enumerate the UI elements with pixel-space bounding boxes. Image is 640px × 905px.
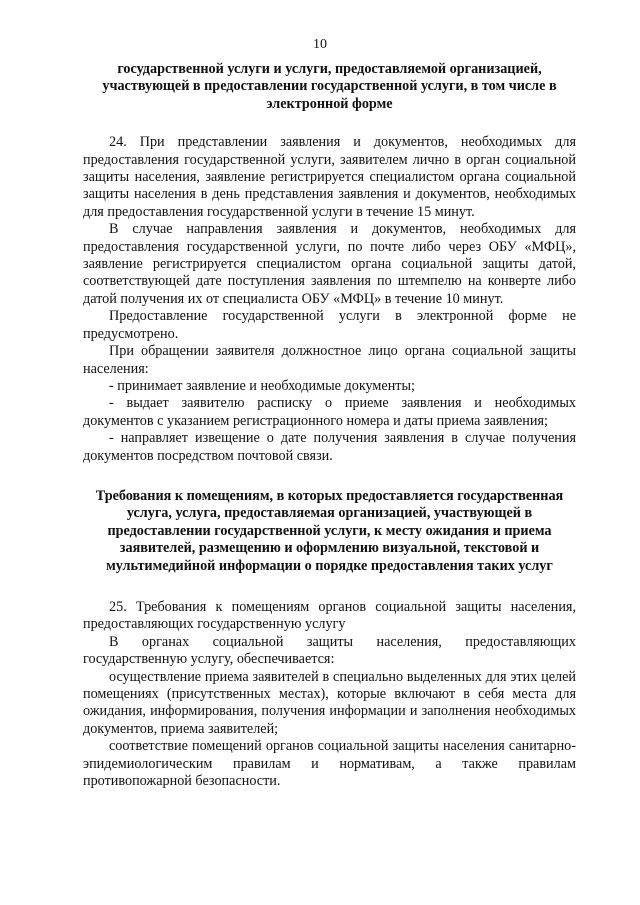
section-heading-1: государственной услуги и услуги, предоставляемой организацией, участвующей в предоставлении государственной услуги, в том числе в электронной форме xyxy=(102,61,557,112)
paragraph-official-duties: При обращении заявителя должностное лицо органа социальной защиты населения: xyxy=(83,343,576,377)
list-item-accepts: - принимает заявление и необходимые документы; xyxy=(109,377,415,394)
paragraph-24: 24. При представлении заявления и документов, необходимых для предоставления государственной услуги, заявителем лично в орган социальной защиты населения, заявление регистрируется специалистом органа социальной защиты населения в день представления заявления и документов, необходимых для предоставления государственной услуги в течение 15 минут. xyxy=(83,134,576,220)
paragraph-provided: В органах социальной защиты населения, предоставляющих государственную услугу, обеспечивается: xyxy=(83,633,576,668)
paragraph-25: 25. Требования к помещениям органов социальной защиты населения, предоставляющих государственную услугу xyxy=(83,598,576,633)
paragraph-sanitary-compliance: соответствие помещений органов социальной защиты населения санитарно-эпидемиологическим правилам и нормативам, а также правилам противопожарной безопасности. xyxy=(83,738,576,790)
list-item-notice: - направляет извещение о дате получения заявления в случае получения документов посредством почтовой связи. xyxy=(83,430,576,464)
paragraph-reception-premises: осуществление приема заявителей в специально выделенных для этих целей помещениях (присутственных местах), которые включают в себя места для ожидания, информирования, получения информации и заполнения необходимых документов, приема заявителей; xyxy=(83,668,576,737)
paragraph-electronic-form: Предоставление государственной услуги в электронной форме не предусмотрено. xyxy=(83,308,576,342)
paragraph-mail-mfc: В случае направления заявления и документов, необходимых для предоставления государственной услуги, по почте либо через ОБУ «МФЦ», заявление регистрируется специалистом органа социальной защиты датой, соответствующей дате поступления заявления по штемпелю на конверте либо датой получения их от специалиста ОБУ «МФЦ» в течение 10 минут. xyxy=(83,221,576,307)
section-heading-2: Требования к помещениям, в которых предоставляется государственная услуга, услуга, предоставляемая организацией, участвующей в предоставлении государственной услуги, к месту ожидания и приема заявителей, размещению и оформлению визуальной, текстовой и мультимедийной информации о порядке предоставления таких услуг xyxy=(95,487,564,574)
document-body xyxy=(83,61,576,790)
list-item-receipt: - выдает заявителю расписку о приеме заявления и необходимых документов с указанием регистрационного номера и даты приема заявления; xyxy=(83,395,576,429)
page-number: 10 xyxy=(313,37,327,52)
